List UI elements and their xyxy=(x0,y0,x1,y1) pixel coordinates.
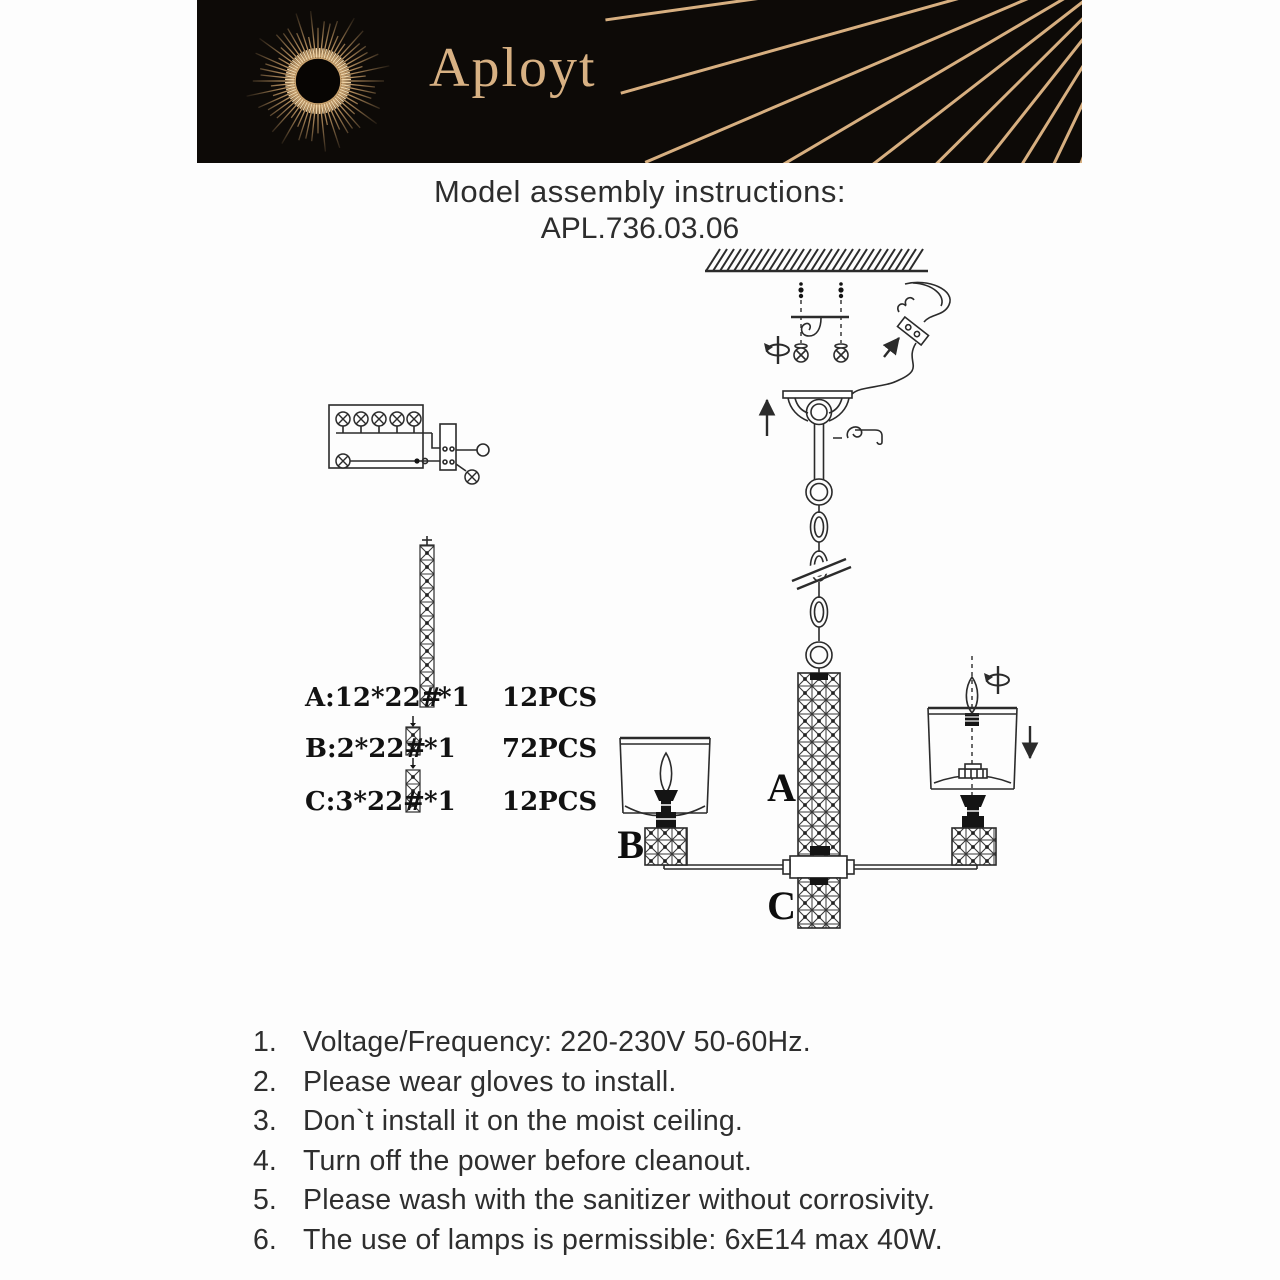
item-text: Please wash with the sanitizer without corrosivity. xyxy=(303,1184,936,1217)
item-text: The use of lamps is permissible: 6xE14 max 40W. xyxy=(303,1223,943,1256)
item-number: 6. xyxy=(253,1223,277,1256)
label-a: A xyxy=(767,765,796,810)
anchor-bolts xyxy=(764,282,849,364)
part-c-qty: 12PCS xyxy=(502,787,598,817)
center-hub xyxy=(790,856,847,878)
item-text: Voltage/Frequency: 220-230V 50-60Hz. xyxy=(303,1026,811,1058)
list-item xyxy=(253,1023,1063,1063)
ground-terminal-icon xyxy=(477,444,489,456)
part-a-qty: 12PCS xyxy=(502,683,598,713)
list-item xyxy=(253,1102,1063,1142)
wire-connection xyxy=(852,282,950,394)
item-number: 3. xyxy=(253,1105,277,1138)
chain xyxy=(792,424,851,674)
crystal-column-a xyxy=(798,673,840,856)
item-number: 5. xyxy=(253,1184,277,1217)
candle-bulb-icon xyxy=(660,753,671,793)
rotate-screw-icon xyxy=(764,336,789,364)
wiring-schematic xyxy=(329,405,489,484)
item-text: Turn off the power before cleanout. xyxy=(303,1144,753,1177)
rotate-bulb-icon xyxy=(984,666,1009,694)
item-number: 4. xyxy=(253,1144,277,1177)
page-title: Model assembly instructions: xyxy=(434,174,846,209)
canopy xyxy=(767,391,882,444)
part-b-mult: *1 xyxy=(424,734,456,764)
hook-detail-icon xyxy=(833,427,882,444)
list-item xyxy=(253,1181,1063,1221)
ceiling-hatch xyxy=(705,249,928,271)
item-number: 1. xyxy=(253,1026,277,1058)
right-lamp-assembly xyxy=(928,656,1030,865)
part-a-mult: *1 xyxy=(438,683,470,713)
ceiling-hook-icon xyxy=(802,318,821,336)
list-item xyxy=(253,1221,1063,1261)
parts-list xyxy=(304,536,597,817)
part-c-code: C:3*22# xyxy=(305,787,425,817)
model-number: APL.736.03.06 xyxy=(540,212,740,245)
brand-logo-text: Aployt xyxy=(429,37,597,99)
item-text: Don`t install it on the moist ceiling. xyxy=(303,1105,744,1138)
item-number: 2. xyxy=(253,1065,277,1098)
part-c-mult: *1 xyxy=(424,787,456,817)
part-b-qty: 72PCS xyxy=(502,734,598,764)
label-c: C xyxy=(767,883,796,928)
list-item xyxy=(253,1063,1063,1103)
list-item xyxy=(253,1142,1063,1182)
label-b: B xyxy=(617,822,644,867)
item-text: Please wear gloves to install. xyxy=(303,1065,677,1098)
crystal-cube-right xyxy=(952,828,996,865)
instructions-list xyxy=(253,1023,1063,1261)
crystal-cube-b xyxy=(645,828,687,865)
part-a-code: A:12*22# xyxy=(305,683,443,713)
crystal-column-c xyxy=(798,878,840,928)
part-b-code: B:2*22# xyxy=(305,734,427,764)
